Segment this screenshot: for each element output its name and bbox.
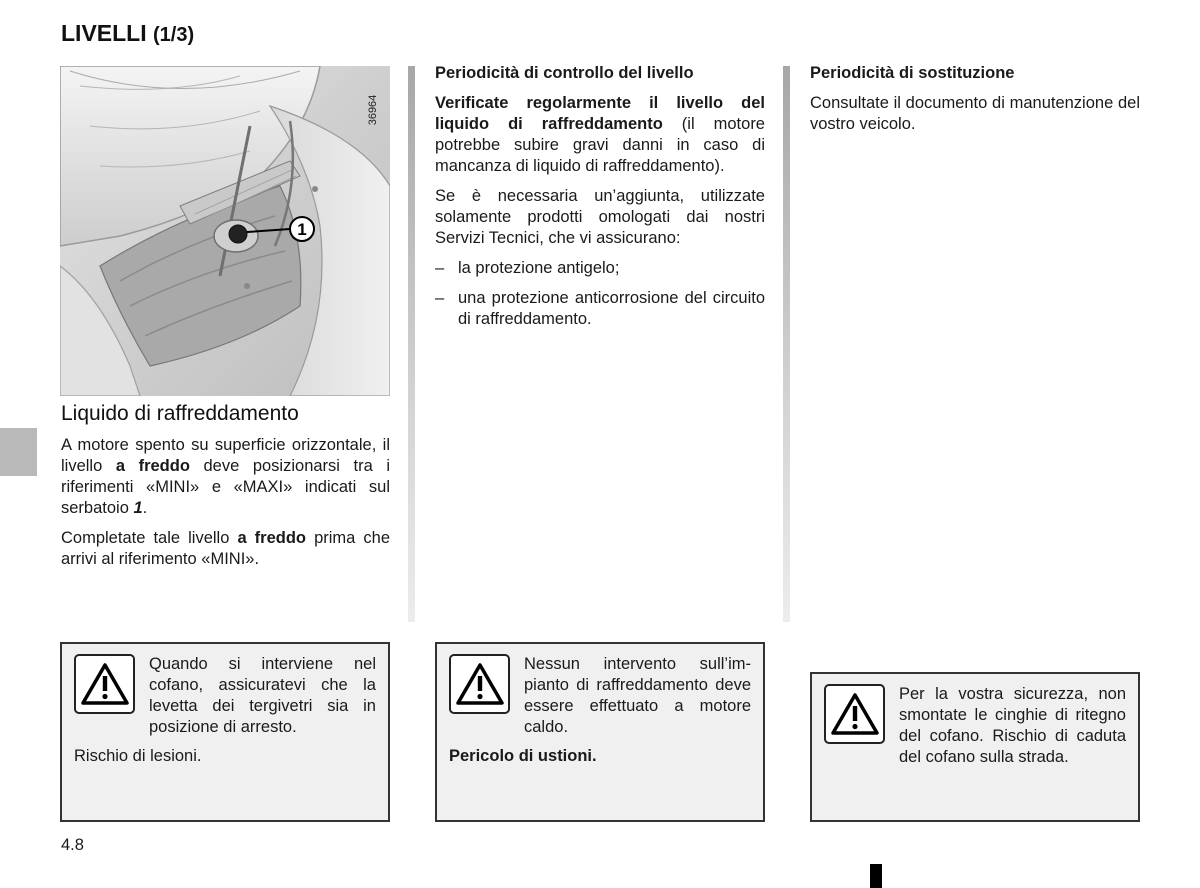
reference-number: 1 bbox=[133, 499, 143, 517]
warning-icon bbox=[449, 654, 510, 714]
warning-text: Quando si interviene nel cofano, assicuratevi che la levetta dei tergivetri sia in posizione di arresto. bbox=[149, 655, 376, 736]
list-dash: – bbox=[435, 289, 445, 307]
warning-text: Per la vostra sicurezza, non smontate le cinghie di ritegno del cofano. Rischio di caduta del cofano sulla strada. bbox=[899, 685, 1126, 766]
callout-1-label: 1 bbox=[297, 220, 307, 239]
replacement-paragraph: Consultate il documento di manutenzione del vostro veicolo. bbox=[810, 94, 1140, 133]
figure-reference-number: 36964 bbox=[367, 94, 379, 126]
column-divider-2 bbox=[783, 66, 790, 622]
coolant-paragraph-1 bbox=[61, 435, 390, 519]
benefit-list bbox=[435, 258, 765, 330]
text-run: prima che arrivi al riferimento «MINI». bbox=[61, 529, 391, 568]
section-heading-coolant: Liquido di raffreddamento bbox=[61, 402, 299, 425]
list-item-text: la protezione antigelo; bbox=[458, 259, 620, 277]
bold-text: Verificate regolarmente il livello del liquido di raffreddamento bbox=[435, 94, 765, 133]
page-title-text: LIVELLI bbox=[61, 20, 147, 46]
column-divider-1 bbox=[408, 66, 415, 622]
warning-note: Pericolo di ustioni. bbox=[449, 747, 597, 765]
warning-icon bbox=[824, 684, 885, 744]
column-2-body bbox=[435, 63, 765, 339]
text-run: deve posizionarsi tra i riferimenti «MINI» e «MAXI» indicati sul serbatoio bbox=[61, 457, 391, 517]
check-paragraph-1 bbox=[435, 93, 765, 177]
warning-icon bbox=[74, 654, 135, 714]
text-run: . bbox=[142, 499, 148, 517]
warning-box-wipers bbox=[60, 642, 390, 822]
warning-text: Nessun intervento sull’impianto di raffreddamento deve essere effettuato a motore caldo. bbox=[524, 655, 751, 736]
bold-text: a freddo bbox=[115, 457, 190, 475]
column-1-body bbox=[61, 435, 390, 579]
section-heading-check-interval: Periodicità di controllo del livello bbox=[435, 64, 694, 82]
list-item bbox=[435, 258, 765, 279]
engine-bay-illustration bbox=[60, 66, 390, 396]
section-heading-replacement-interval: Periodicità di sostituzione bbox=[810, 64, 1015, 82]
chapter-tab bbox=[0, 428, 37, 476]
list-item bbox=[435, 288, 765, 330]
text-run: A motore spento su superficie orizzontale, il livello bbox=[61, 436, 390, 475]
text-run: (il motore potrebbe subire gravi danni in caso di mancanza di liquido di raffreddamento). bbox=[435, 115, 765, 175]
column-3-body bbox=[810, 63, 1140, 144]
bold-text: a freddo bbox=[237, 529, 307, 547]
page-title bbox=[61, 20, 194, 47]
coolant-paragraph-2 bbox=[61, 528, 390, 570]
check-paragraph-2: Se è necessaria un’aggiunta, utilizzate solamente prodotti omologati dai nostri Servizi Tecnici, che vi assicurano: bbox=[435, 187, 765, 247]
page-title-part: (1/3) bbox=[153, 24, 195, 46]
list-item-text: una protezione anticorrosione del circuito di raffreddamento. bbox=[458, 289, 765, 328]
page-number: 4.8 bbox=[61, 836, 84, 854]
list-dash: – bbox=[435, 259, 445, 277]
text-run: Completate tale livello bbox=[61, 529, 238, 547]
warning-box-hot-engine bbox=[435, 642, 765, 822]
warning-note: Rischio di lesioni. bbox=[74, 747, 202, 765]
crop-mark bbox=[870, 864, 882, 888]
warning-box-hood-straps bbox=[810, 672, 1140, 822]
